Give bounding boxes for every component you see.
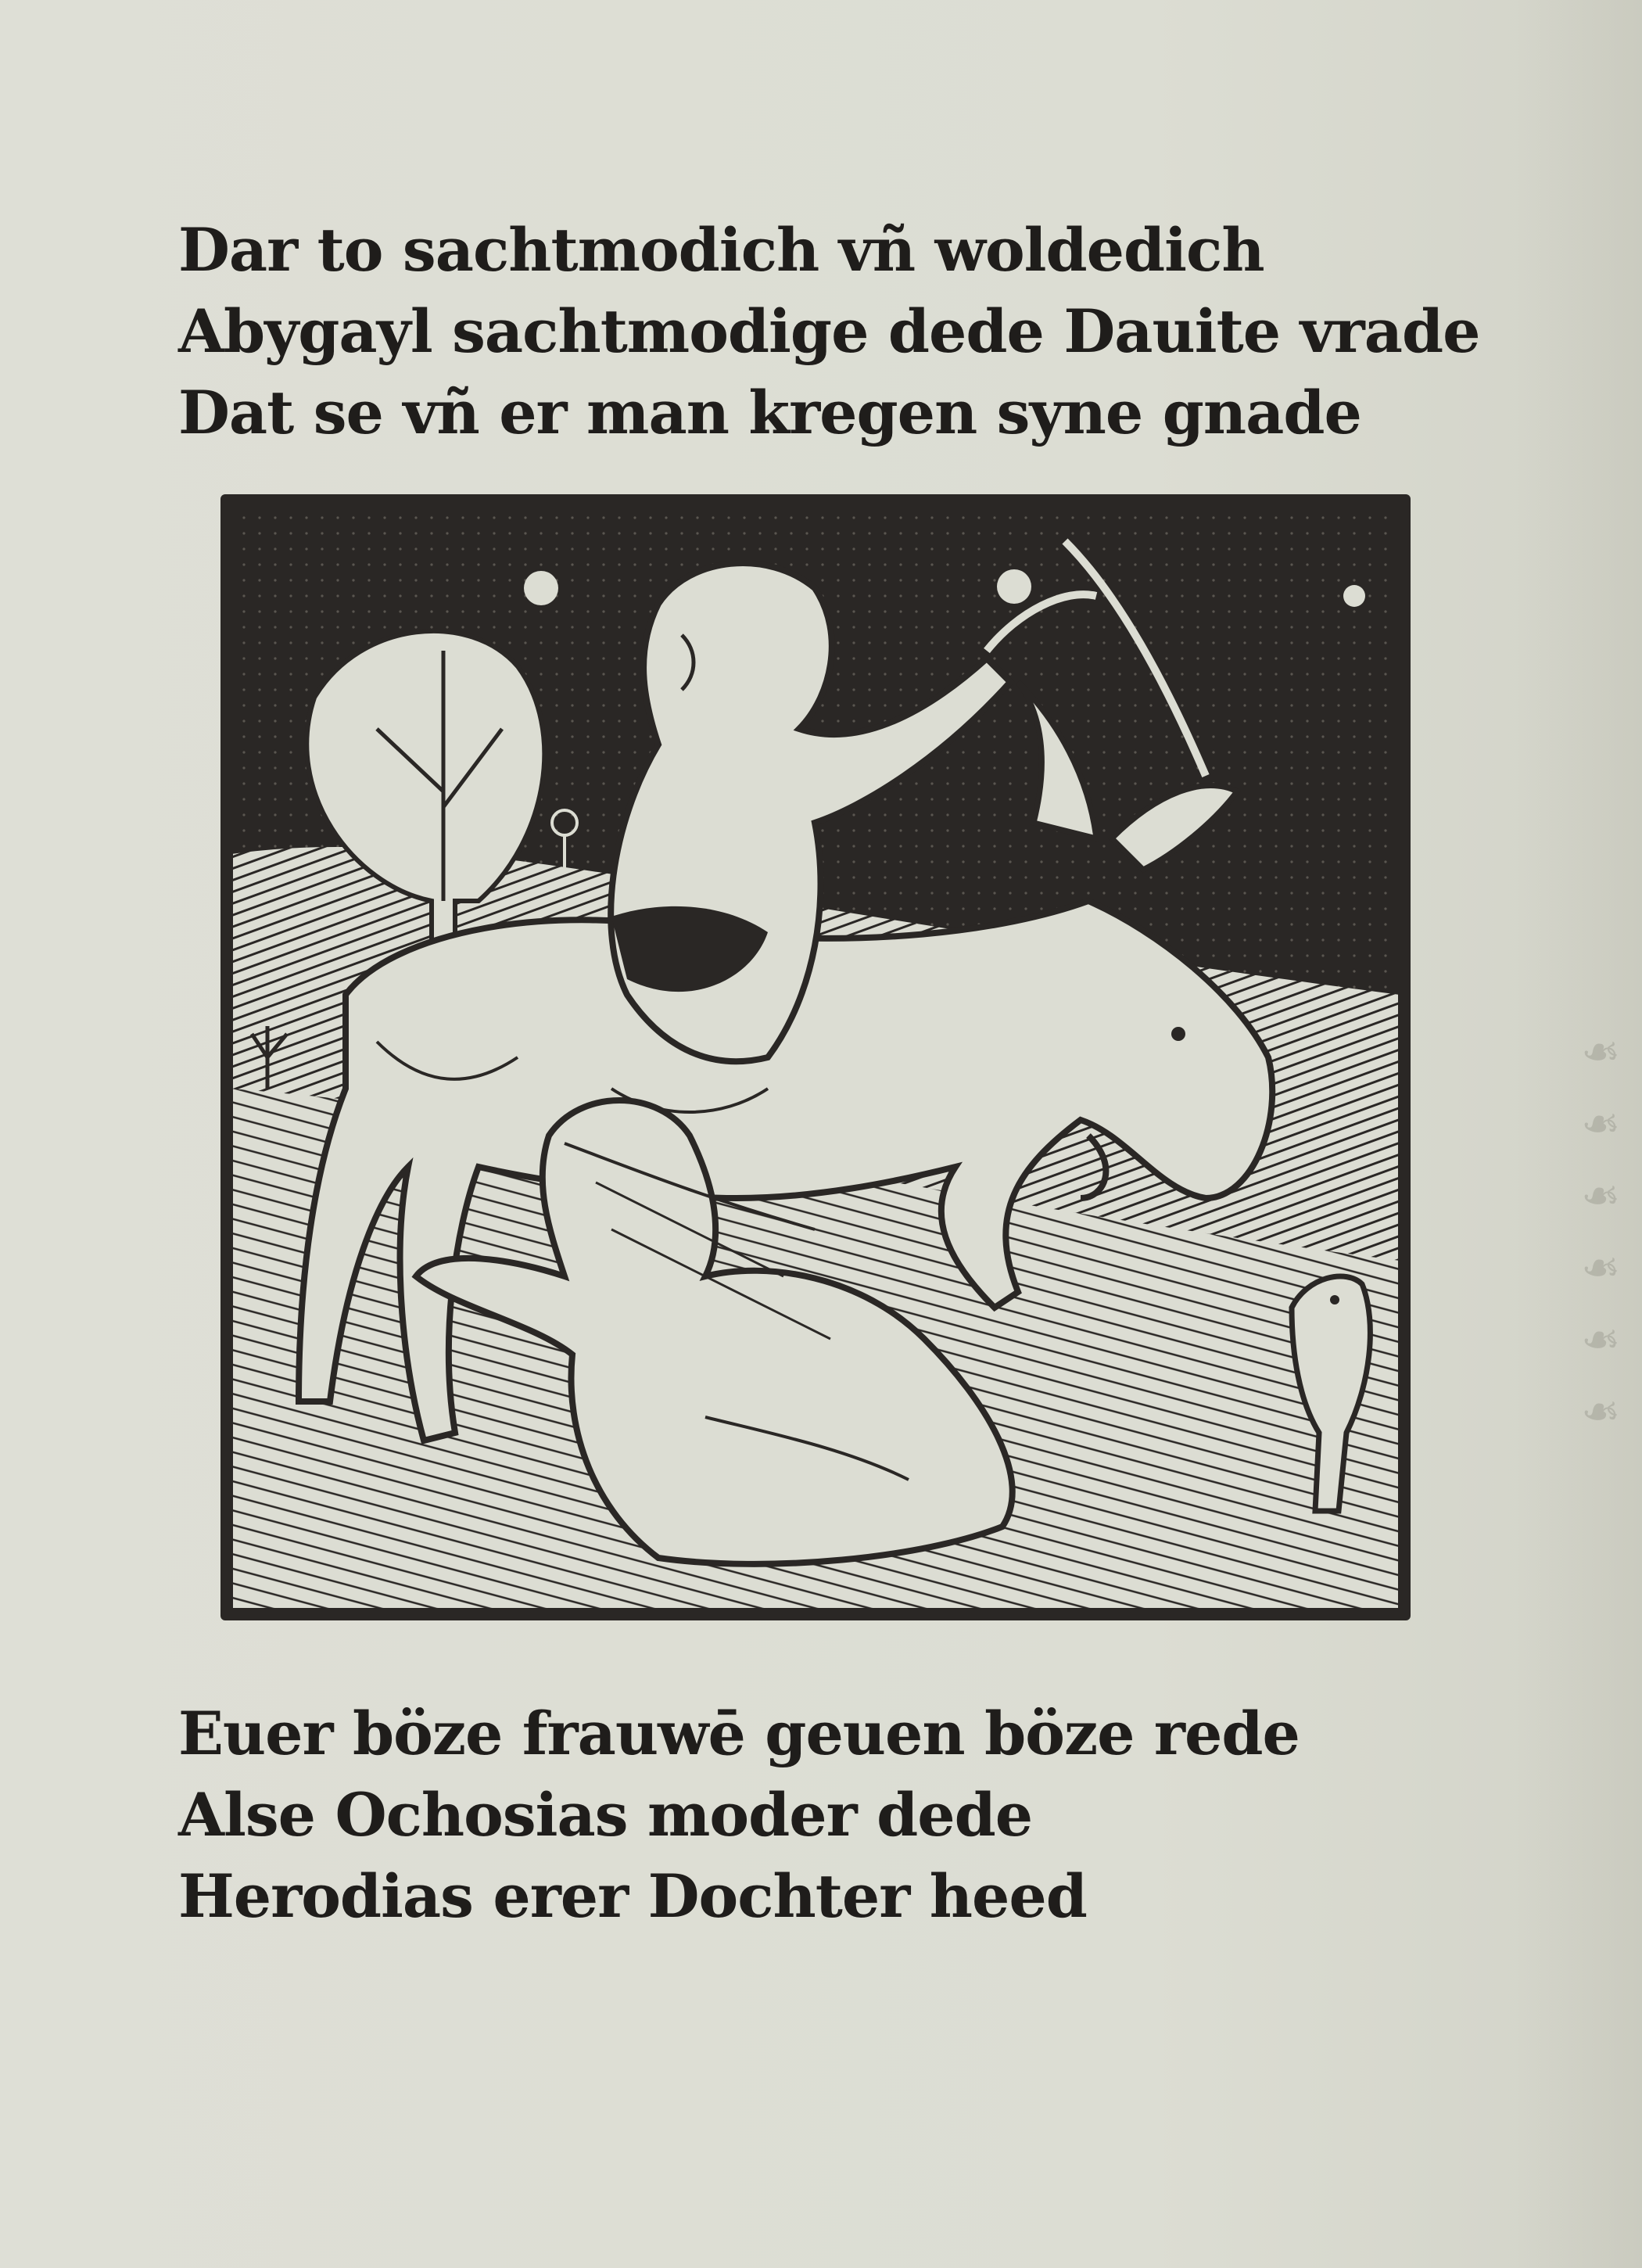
verse-line: Dat se vñ er man kregen syne gnade bbox=[178, 378, 1361, 447]
verse-top bbox=[178, 210, 1479, 454]
verse-bottom bbox=[178, 1693, 1300, 1937]
facing-page-bleed bbox=[1517, 0, 1642, 2268]
verse-line: Herodias erer Dochter heed bbox=[178, 1861, 1087, 1931]
verse-line: Abygayl sachtmodige dede Dauite vrade bbox=[178, 296, 1480, 366]
verse-line: Alse Ochosias moder dede bbox=[178, 1780, 1033, 1850]
verse-line: Euer böze frauwē geuen böze rede bbox=[178, 1699, 1300, 1768]
verse-line: Dar to sachtmodich vñ woldedich bbox=[178, 215, 1264, 285]
bleed-through-text: ❧ ❧ ❧ ❧ ❧ ❧ bbox=[1580, 1025, 1620, 1440]
woodcut-image bbox=[220, 494, 1411, 1620]
woodcut-illustration bbox=[220, 494, 1411, 1620]
